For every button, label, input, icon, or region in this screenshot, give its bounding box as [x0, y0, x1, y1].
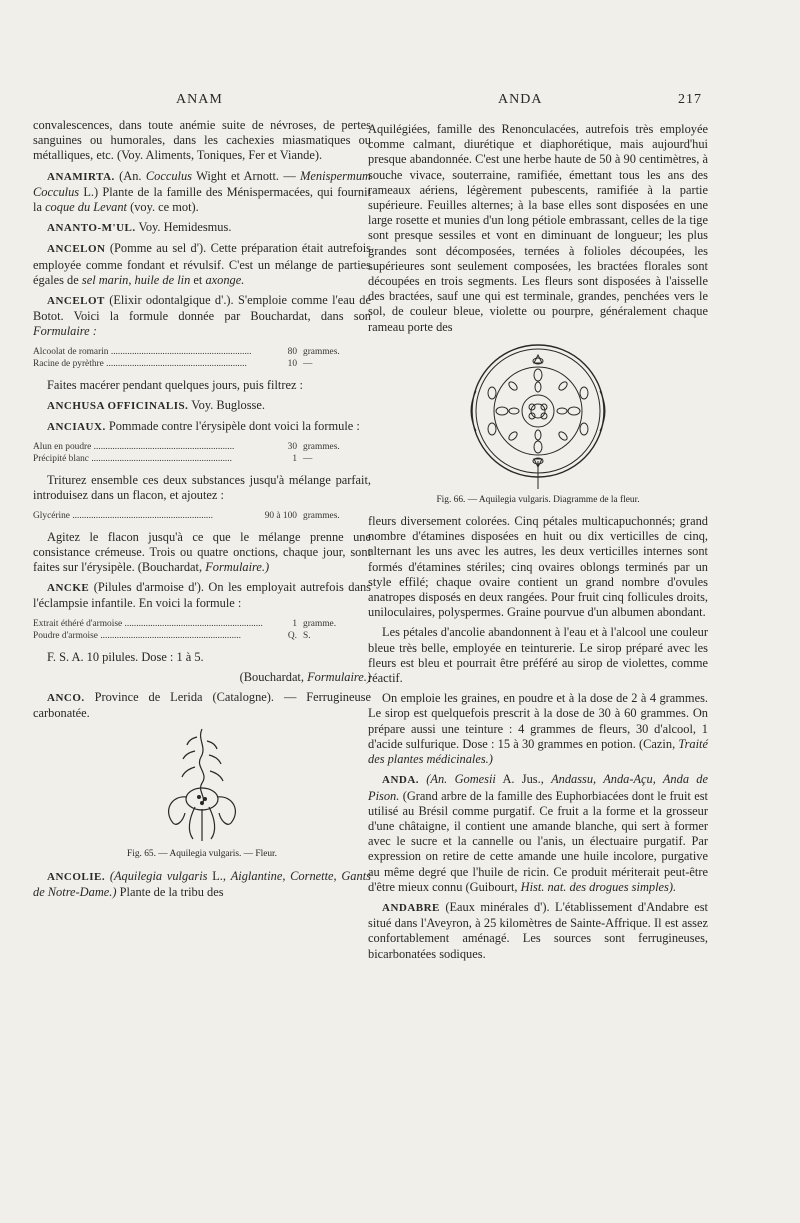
figure-66-diagram	[368, 341, 708, 491]
left-column	[33, 118, 371, 905]
recipe-anciaux	[33, 441, 371, 465]
entry-anciaux: ANCIAUX. Pommade contre l'érysipèle dont voici la formule :	[47, 419, 360, 434]
paragraph-fsa: F. S. A. 10 pilules. Dose : 1 à 5.	[47, 649, 204, 664]
entry-ancelot: ANCELOT (Elixir odontalgique d'.). S'emploie comme l'eau de Botot. Voici la formule donnée par Bouchardat, dans son Formulaire :	[33, 293, 371, 339]
recipe-row: Alcoolat de romarin ..... 80 grammes.	[33, 346, 371, 358]
figure-66-caption: Fig. 66. — Aquilegia vulgaris. Diagramme de la fleur.	[436, 494, 640, 505]
recipe-row: Poudre d'armoise ..... Q. S.	[33, 630, 371, 642]
paragraph-emploi: On emploie les graines, en poudre et à la dose de 2 à 4 grammes. Le sirop est quelquefois prescrit à la dose de 30 à 60 grammes. On prépare aussi une teinture : 4 grammes de fleurs, 30 d'alcool, 1 d'acide sulfurique. Dose : 15 à 30 grammes en potion. (Cazin, Traité des plantes médicinales.)	[368, 691, 708, 767]
flower-diagram-illustration	[468, 341, 608, 491]
entry-anamirta: ANAMIRTA. (An. Cocculus Wight et Arnott. — Menispermum Cocculus L.) Plante de la famille des Ménispermacées, qui fournit la coque du Levant (voy. ce mot).	[33, 168, 371, 215]
entry-andabre: ANDABRE (Eaux minérales d'). L'établissement d'Andabre est situé dans l'Aveyron, à 25 kilomètres de Sainte-Affrique. Il est assez confortablement aménagé. Les sources sont ferrugineuses, bicarbonatées sodiques.	[368, 899, 708, 961]
recipe-ancelot	[33, 346, 371, 370]
running-head-left: ANAM	[176, 92, 223, 107]
paragraph-faites: Faites macérer pendant quelques jours, puis filtrez :	[47, 377, 303, 392]
running-head-center: ANDA	[498, 92, 543, 107]
figure-65-caption: Fig. 65. — Aquilegia vulgaris. — Fleur.	[127, 849, 277, 860]
recipe-glycerine	[33, 510, 371, 522]
entry-ancelon: ANCELON (Pomme au sel d'). Cette préparation était autrefois employée comme fondant et révulsif. C'est un mélange de parties égales de sel marin, huile de lin et axonge.	[33, 241, 371, 287]
entry-ancke: ANCKE (Pilules d'armoise d'). On les employait autrefois dans l'éclampsie infantile. En voici la formule :	[33, 580, 371, 611]
paragraph-ancolie-description: Aquilégiées, famille des Renonculacées, autrefois très employée comme calmant, diurétique et diaphorétique, mais aujourd'hui presque abandonnée. C'est une herbe haute de 50 à 90 centimètres, à souche vivace, souterraine, ramifiée, émettant tous les ans des rameaux aériens, légèrement pubescents, ramifiée à la partie supérieure. Feuilles alternes; à la base elles sont disposées en une large rosette et munies d'un long pétiole embrassant, celles de la tige sont presque sessiles et vont en diminuant de longueur; les plus grandes sont décomposées, ternées à folioles découpées, les supérieures sont seulement composées, les bractées florales sont découpées en trois segments. Les fleurs sont disposées à l'aisselle des bractées, sauf une qui est terminale, grandes, penchées vers le sol, de couleur bleue, violette ou pourpre, généralement chaque rameau porte des	[368, 122, 708, 334]
entry-anco: ANCO. Province de Lerida (Catalogne). — Ferrugineuse carbonatée.	[33, 690, 371, 721]
recipe-row: Racine de pyrèthre ..... 10 —	[33, 358, 371, 370]
entry-anchusa: ANCHUSA OFFICINALIS. Voy. Buglosse.	[47, 397, 265, 412]
paragraph-triturez: Triturez ensemble ces deux substances jusqu'à mélange parfait, introduisez dans un flacon, et ajoutez :	[33, 473, 371, 503]
recipe-row: Alun en poudre ..... 30 grammes.	[33, 441, 371, 453]
paragraph-petales: Les pétales d'ancolie abandonnent à l'eau et à l'alcool une couleur bleue très belle, employée en teinturerie. Le sirop préparé avec les fleurs est bleu et pourrait être préféré au sirop de violettes, comme réactif.	[368, 625, 708, 686]
entry-ananto-mul: ANANTO-M'UL. Voy. Hemidesmus.	[47, 220, 232, 235]
aquilegia-flower-illustration	[157, 727, 247, 845]
recipe-ancke	[33, 618, 371, 642]
figure-65-flower	[33, 727, 371, 845]
recipe-row: Précipité blanc ..... 1 —	[33, 453, 371, 465]
recipe-row: Glycérine ..... 90 à 100 grammes.	[33, 510, 371, 522]
paragraph-fleurs: fleurs diversement colorées. Cinq pétales multicapuchonnés; grand nombre d'étamines disposées en huit ou dix verticilles de cinq, alternant les uns avec les autres, les deux verticilles internes sont formés d'étamines stériles; cinq ovaires oblongs terminés par un style effilé; chaque ovaire contient un grand nombre d'ovules anatropes disposés en deux rangées. Pour fruit cinq follicules droits, uniloculaires, polyspermes. Graine pourvue d'un albumen abondant.	[368, 514, 708, 620]
entry-ancolie: ANCOLIE. (Aquilegia vulgaris L., Aiglantine, Cornette, Gants de Notre-Dame.) Plante de la tribu des	[33, 868, 371, 899]
recipe-row: Extrait éthéré d'armoise ..... 1 gramme.	[33, 618, 371, 630]
entry-anda: ANDA. (An. Gomesii A. Jus., Andassu, Anda-Açu, Anda de Pison. (Grand arbre de la famille des Euphorbiacées dont le fruit est utilisé au Brésil comme purgatif. Ce fruit a la forme et la grosseur d'une châtaigne, il contient une amande blanche, qui sert à former avec le sucre et la cannelle ou l'anis, un électuaire purgatif. Par expression on retire de cette amande une huile incolore, purgative au même degré que l'huile de ricin. Ce produit mériterait peut-être d'être mieux connu (Guibourt, Hist. nat. des drogues simples).	[368, 772, 708, 894]
right-column	[368, 122, 708, 967]
paragraph-continuation: convalescences, dans toute anémie suite de névroses, de pertes sanguines ou humorales, dans les cachexies miasmatiques ou métalliques, etc. (Voy. Aliments, Toniques, Fer et Viande).	[33, 118, 371, 163]
reference-bouchardat: (Bouchardat, Formulaire.)	[239, 669, 371, 684]
paragraph-agitez: Agitez le flacon jusqu'à ce que le mélange prenne une consistance crémeuse. Trois ou quatre onctions, chaque jour, sont faites sur l'érysipèle. (Bouchardat, Formulaire.)	[33, 529, 371, 575]
page-number: 217	[678, 92, 702, 107]
